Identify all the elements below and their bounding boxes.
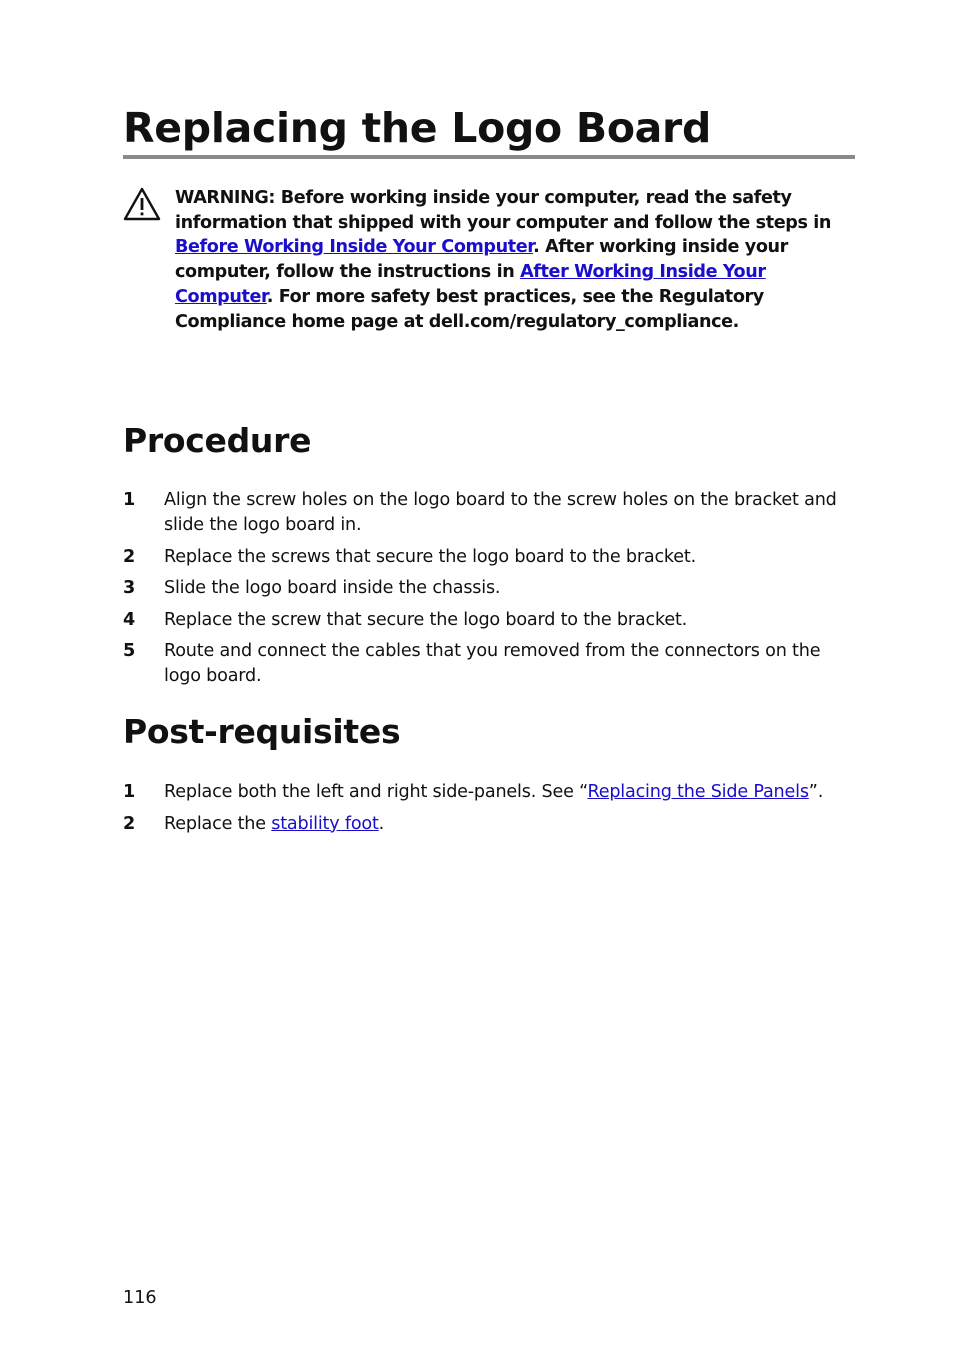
warning-triangle-icon (123, 187, 161, 221)
step-number: 1 (123, 490, 136, 510)
step-text: Align the screw holes on the logo board to the screw holes on the bracket and slide the logo board in. (164, 490, 837, 535)
procedure-step (123, 488, 855, 538)
procedure-step (123, 576, 855, 601)
postrequisite-step (123, 812, 855, 837)
stability-foot-link[interactable]: stability foot (271, 813, 379, 834)
step-text: Replace the screw that secure the logo board to the bracket. (164, 609, 688, 630)
before-working-link[interactable]: Before Working Inside Your Computer (175, 237, 534, 258)
step-number: 2 (123, 813, 136, 834)
step-text: Slide the logo board inside the chassis. (164, 578, 501, 598)
postrequisite-step (123, 780, 855, 805)
warning-text-1: WARNING: Before working inside your computer, read the safety information that shipped with your computer and follow the steps in (175, 188, 832, 233)
postrequisite-steps (123, 780, 855, 843)
step-number: 1 (123, 782, 136, 802)
step-number: 4 (123, 609, 136, 630)
step-text: Replace the (164, 813, 272, 834)
warning-note (175, 186, 865, 334)
replacing-side-panels-link[interactable]: Replacing the Side Panels (587, 782, 809, 802)
step-number: 3 (123, 578, 136, 598)
postrequisites-heading: Post-requisites (123, 712, 401, 751)
procedure-heading: Procedure (123, 421, 312, 460)
procedure-step (123, 639, 855, 689)
step-text-end: . (378, 813, 385, 834)
step-text-end: ”. (808, 782, 824, 802)
after-working-link[interactable]: After Working Inside Your Computer (175, 262, 766, 307)
step-text: Replace both the left and right side-panels. See “ (164, 782, 588, 802)
warning-text-2: . After working inside your computer, follow the instructions in (175, 237, 788, 283)
page-number: 116 (123, 1288, 157, 1308)
step-number: 5 (123, 641, 136, 661)
step-text: Route and connect the cables that you removed from the connectors on the logo board. (164, 641, 821, 686)
procedure-step (123, 545, 855, 570)
page-title: Replacing the Logo Board (123, 104, 712, 152)
step-text: Replace the screws that secure the logo board to the bracket. (164, 546, 697, 567)
warning-text-3: . For more safety best practices, see the Regulatory Compliance home page at dell.com/regulatory_compliance. (175, 286, 764, 332)
title-underline (123, 155, 855, 159)
document-page (123, 0, 855, 1366)
step-number: 2 (123, 546, 136, 567)
procedure-steps (123, 488, 855, 696)
procedure-step (123, 608, 855, 633)
